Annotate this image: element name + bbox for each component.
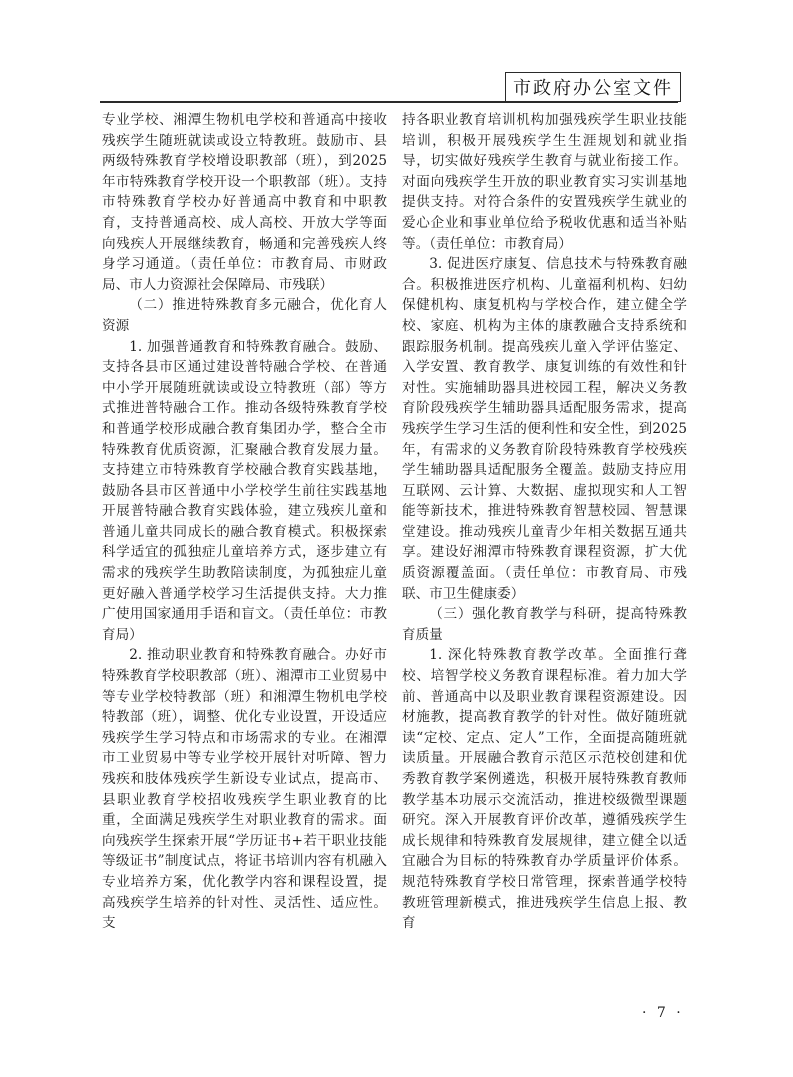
- page-number: · 7 ·: [642, 1005, 684, 1021]
- paragraph: （二）推进特殊教育多元融合，优化育人资源: [102, 297, 387, 334]
- paragraph: 1. 深化特殊教育教学改革。全面推行聋校、培智学校义务教育课程标准。着力加大学前、普通高中以及职业教育课程资源建设。因材施教，提高教育教学的针对性。做好随班就读“定校、定点、定人”工作，全面提高随班就读质量。开展融合教育示范区示范校创建和优秀教育教学案例遴选，积极开展特殊教育教师教学基本功展示交流活动，推进校级微型课题研究。深入开展教育评价改革，遵循残疾学生成长规律和特殊教育发展规律，建立健全以适宜融合为目标的特殊教育办学质量评价体系。规范特殊教育学校日常管理，探索普通学校特教班管理新模式，推进残疾学生信息上报、教育: [402, 647, 687, 932]
- paragraph: 专业学校、湘潭生物机电学校和普通高中接收残疾学生随班就读或设立特教班。鼓励市、县两级特殊教育学校增设职教部（班），到2025年市特殊教育学校开设一个职教部（班）。支持市特殊教育学校办好普通高中教育和中职教育，支持普通高校、成人高校、开放大学等面向残疾人开展继续教育，畅通和完善残疾人终身学习通道。（责任单位：市教育局、市财政局、市人力资源社会保障局、市残联）: [102, 112, 387, 293]
- paragraph: 2. 推动职业教育和特殊教育融合。办好市特殊教育学校职教部（班）、湘潭市工业贸易中等专业学校特教部（班）和湘潭生物机电学校特教部（班），调整、优化专业设置，开设适应残疾学生学习特点和市场需求的专业。在湘潭市工业贸易中等专业学校开展针对听障、智力残疾和肢体残疾学生新设专业试点，提高市、县职业教育学校招收残疾学生职业教育的比重，全面满足残疾学生对职业教育的需求。面向残疾学生探索开展“学历证书+若干职业技能等级证书”制度试点，将证书培训内容有机融入专业培养方案，优化教学内容和课程设置，提高残疾学生培养的针对性、灵活性、适应性。支: [102, 647, 387, 932]
- section-header-label: 市政府办公室文件: [505, 72, 681, 102]
- left-column: [102, 110, 387, 934]
- header-rule: [100, 101, 678, 103]
- paragraph: 3. 促进医疗康复、信息技术与特殊教育融合。积极推进医疗机构、儿童福利机构、妇幼保健机构、康复机构与学校合作，建立健全学校、家庭、机构为主体的康教融合支持系统和跟踪服务机制。提高残疾儿童入学评估鉴定、入学安置、教育教学、康复训练的有效性和针对性。实施辅助器具进校园工程，解决义务教育阶段残疾学生辅助器具适配服务需求，提高残疾学生学习生活的便利性和安全性，到2025年，有需求的义务教育阶段特殊教育学校残疾学生辅助器具适配服务全覆盖。鼓励支持应用互联网、云计算、大数据、虚拟现实和人工智能等新技术，推进特殊教育智慧校园、智慧课堂建设。推动残疾儿童青少年相关数据互通共享。建设好湘潭市特殊教育课程资源，扩大优质资源覆盖面。（责任单位：市教育局、市残联、市卫生健康委）: [402, 256, 687, 602]
- right-column: [402, 110, 687, 934]
- paragraph: 1. 加强普通教育和特殊教育融合。鼓励、支持各县市区通过建设普特融合学校、在普通中小学开展随班就读或设立特教班（部）等方式推进普特融合工作。推动各级特殊教育学校和普通学校形成融合教育集团办学，整合全市特殊教育优质资源，汇聚融合教育发展力量。支持建立市特殊教育学校融合教育实践基地，鼓励各县市区普通中小学校学生前往实践基地开展普特融合教育实践体验，建立残疾儿童和普通儿童共同成长的融合教育模式。积极探索科学适宜的孤独症儿童培养方式，逐步建立有需求的残疾学生助教陪读制度，为孤独症儿童更好融入普通学校学习生活提供支持。大力推广使用国家通用手语和盲文。（责任单位：市教育局）: [102, 338, 387, 643]
- paragraph: 持各职业教育培训机构加强残疾学生职业技能培训，积极开展残疾学生生涯规划和就业指导，切实做好残疾学生教育与就业衔接工作。对面向残疾学生开放的职业教育实习实训基地提供支持。对符合条件的安置残疾学生就业的爱心企业和事业单位给予税收优惠和适当补贴等。（责任单位：市教育局）: [402, 112, 687, 252]
- paragraph: （三）强化教育教学与科研，提高特殊教育质量: [402, 606, 687, 643]
